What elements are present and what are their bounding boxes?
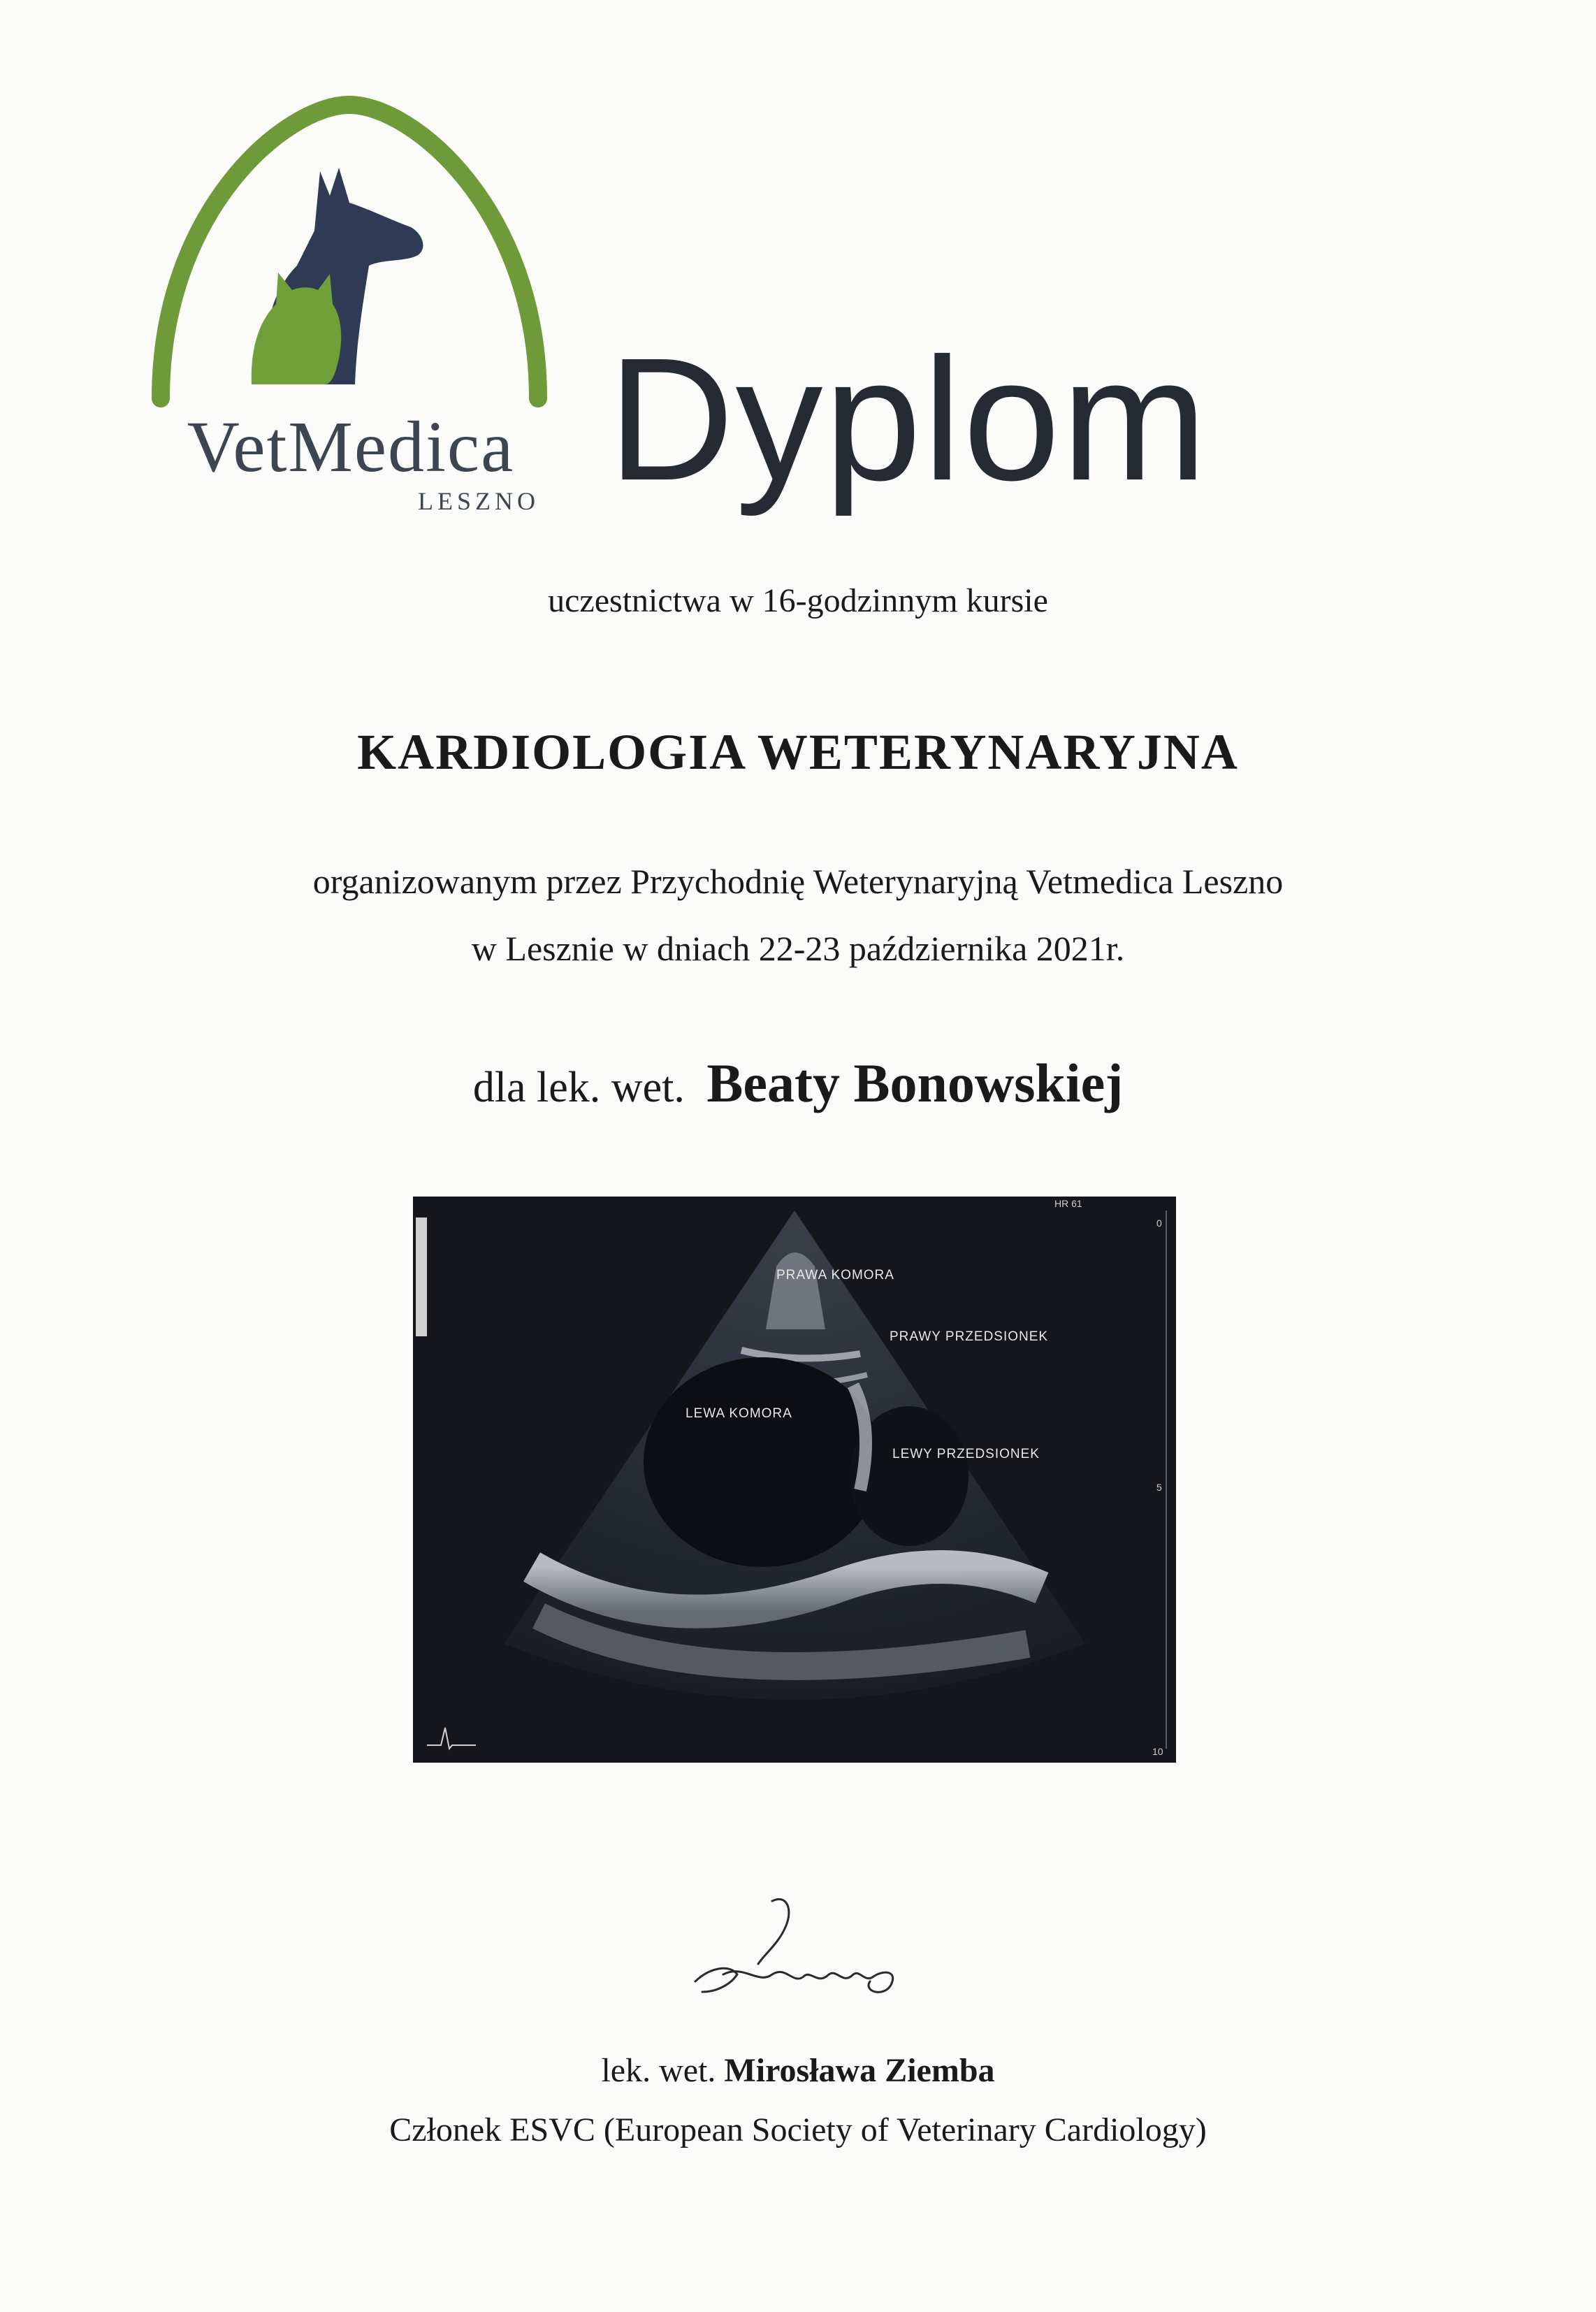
dates-line: w Lesznie w dniach 22-23 października 2021r. <box>471 929 1125 968</box>
label-left-ventricle: LEWA KOMORA <box>685 1406 792 1421</box>
recipient-line <box>0 1052 1596 1115</box>
diploma-title: Dyplom <box>608 321 1209 516</box>
heart-rate-readout: HR 61 <box>1054 1198 1082 1209</box>
logo-city: LESZNO <box>418 487 539 515</box>
course-title: KARDIOLOGIA WETERYNARYJNA <box>357 724 1239 780</box>
recipient-prefix: dla lek. wet. <box>472 1064 685 1111</box>
echocardiogram-image <box>413 1197 1176 1763</box>
depth-mark-10: 10 <box>1152 1746 1163 1757</box>
depth-mark-5: 5 <box>1156 1482 1162 1493</box>
signer-line <box>0 2051 1596 2090</box>
signer-name: Mirosława Ziemba <box>724 2052 995 2089</box>
label-left-atrium: LEWY PRZEDSIONEK <box>892 1447 1040 1461</box>
depth-mark-0: 0 <box>1156 1218 1162 1229</box>
organizer-line: organizowanym przez Przychodnię Weterynaryjną Vetmedica Leszno <box>312 862 1284 901</box>
handwritten-signature <box>681 1887 919 2020</box>
label-right-atrium: PRAWY PRZEDSIONEK <box>890 1329 1049 1344</box>
logo-brand-name: VetMedica <box>187 407 515 487</box>
signer-prefix: lek. wet. <box>601 2052 716 2089</box>
recipient-name: Beaty Bonowskiej <box>706 1053 1124 1113</box>
participation-line: uczestnictwa w 16-godzinnym kursie <box>548 582 1048 619</box>
label-right-ventricle: PRAWA KOMORA <box>776 1268 894 1283</box>
signer-role: Członek ESVC (European Society of Veterinary Cardiology) <box>389 2111 1207 2148</box>
